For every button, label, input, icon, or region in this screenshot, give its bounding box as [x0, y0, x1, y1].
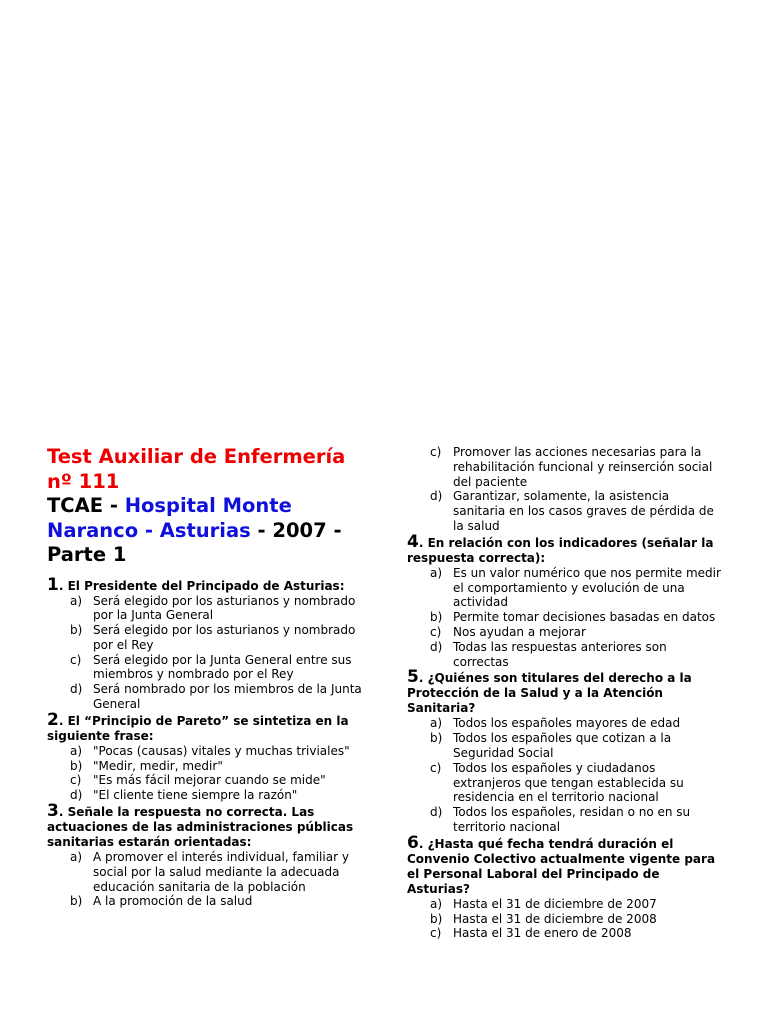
question-stem: . En relación con los indicadores (señalar la respuesta correcta):: [407, 535, 714, 565]
option-text: Todos los españoles que cotizan a la Seguridad Social: [453, 731, 672, 760]
option-text: Hasta el 31 de enero de 2008: [453, 926, 632, 941]
option-text: Garantizar, solamente, la asistencia sanitaria en los casos graves de pérdida de la salud: [453, 489, 714, 533]
answer-option: [47, 773, 365, 788]
answer-options: [47, 744, 365, 803]
question-stem: . El “Principio de Pareto” se sintetiza en la siguiente frase:: [47, 713, 349, 743]
question-number: 4: [407, 531, 419, 552]
option-letter: a): [70, 850, 83, 865]
question-block: [407, 531, 723, 670]
option-letter: c): [70, 773, 82, 788]
option-letter: b): [70, 758, 83, 773]
option-text: Todos los españoles mayores de edad: [453, 716, 681, 731]
question-number: 1: [47, 574, 59, 595]
option-letter: a): [430, 716, 443, 731]
option-letter: a): [70, 743, 83, 758]
option-text: A la promoción de la salud: [93, 894, 253, 909]
option-text: A promover el interés individual, familiar y social por la salud mediante la adecuada educación sanitaria de la población: [93, 850, 349, 894]
option-text: Permite tomar decisiones basadas en datos: [453, 610, 716, 625]
answer-option: [47, 788, 365, 803]
option-text: Nos ayudan a mejorar: [453, 624, 586, 639]
answer-option: [407, 731, 723, 761]
answer-option: [407, 805, 723, 835]
answer-option: [407, 761, 723, 805]
question-number: 2: [47, 709, 59, 730]
question-text: [407, 832, 723, 897]
answer-option: [47, 682, 365, 712]
option-text: Todos los españoles y ciudadanos extranjeros que tengan establecida su residencia en el territorio nacional: [453, 760, 684, 805]
title-tcae: TCAE: [47, 494, 104, 517]
left-column: [47, 445, 365, 910]
question-3-continued-options: [407, 445, 723, 534]
answer-option: [47, 653, 365, 683]
option-letter: c): [430, 760, 442, 775]
question-stem: . ¿Quiénes son titulares del derecho a la Protección de la Salud y a la Atención Sanitaria?: [407, 671, 692, 716]
answer-option: [407, 640, 723, 670]
option-letter: c): [430, 926, 442, 941]
answer-option: [407, 610, 723, 625]
option-text: Promover las acciones necesarias para la rehabilitación funcional y reinserción social del paciente: [453, 445, 713, 489]
question-text: [47, 801, 365, 850]
option-letter: a): [430, 896, 443, 911]
option-text: Es un valor numérico que nos permite medir el comportamiento y evolución de una actividad: [453, 565, 721, 610]
answer-option: [407, 912, 723, 927]
question-block: [407, 832, 723, 941]
answer-option: [407, 566, 723, 610]
question-block: [47, 574, 365, 712]
option-text: Será elegido por los asturianos y nombrado por la Junta General: [93, 593, 356, 623]
document-title: [47, 445, 365, 568]
answer-option: [47, 894, 365, 909]
option-letter: b): [430, 731, 443, 746]
option-letter: c): [430, 624, 442, 639]
option-text: Será elegido por los asturianos y nombrado por el Rey: [93, 623, 356, 652]
question-block: [47, 709, 365, 803]
answer-option: [407, 445, 723, 489]
option-text: "Pocas (causas) vitales y muchas triviales": [93, 743, 350, 758]
option-letter: b): [430, 610, 443, 625]
option-letter: d): [70, 788, 83, 803]
option-text: "Es más fácil mejorar cuando se mide": [93, 773, 326, 788]
question-block: [407, 667, 723, 834]
question-stem: . El Presidente del Principado de Asturias:: [58, 578, 345, 593]
option-letter: b): [70, 894, 83, 909]
title-hospital: Hospital Monte Naranco - Asturias: [47, 494, 292, 542]
answer-options: [407, 897, 723, 941]
option-letter: d): [430, 805, 443, 820]
option-text: Hasta el 31 de diciembre de 2007: [453, 896, 657, 911]
answer-option: [47, 759, 365, 774]
answer-option: [47, 623, 365, 653]
option-letter: b): [430, 911, 443, 926]
question-number: 6: [407, 832, 419, 853]
answer-options: [407, 716, 723, 834]
option-text: Todas las respuestas anteriores son correctas: [453, 639, 667, 669]
answer-option: [407, 625, 723, 640]
answer-option: [47, 850, 365, 894]
option-letter: a): [430, 565, 443, 580]
question-stem: . ¿Hasta qué fecha tendrá duración el Convenio Colectivo actualmente vigente para el Personal Laboral del Principado de Asturias?: [407, 836, 716, 896]
question-number: 3: [47, 801, 59, 822]
answer-option: [47, 594, 365, 624]
question-number: 5: [407, 667, 419, 688]
option-letter: d): [70, 682, 83, 697]
question-text: [47, 709, 365, 744]
option-text: "Medir, medir, medir": [93, 758, 223, 773]
option-letter: c): [70, 652, 82, 667]
question-text: [407, 531, 723, 566]
option-text: Será elegido por la Junta General entre sus miembros y nombrado por el Rey: [93, 652, 352, 682]
option-text: Hasta el 31 de diciembre de 2008: [453, 911, 657, 926]
answer-options: [47, 850, 365, 909]
answer-option: [407, 716, 723, 731]
right-column: [407, 445, 723, 942]
option-text: "El cliente tiene siempre la razón": [93, 788, 298, 803]
answer-options: [47, 594, 365, 712]
answer-option: [407, 926, 723, 941]
option-text: Todos los españoles, residan o no en su territorio nacional: [453, 805, 691, 834]
option-letter: d): [430, 489, 443, 504]
title-year-part: - 2007 - Parte 1: [47, 518, 342, 566]
left-question-list: [47, 574, 365, 910]
option-text: Será nombrado por los miembros de la Junta General: [93, 682, 362, 712]
title-test-name: Test Auxiliar de Enfermería nº 111: [47, 445, 346, 493]
question-text: [47, 574, 365, 595]
question-text: [407, 667, 723, 716]
right-question-list: [407, 531, 723, 941]
title-separator: -: [103, 494, 125, 517]
option-letter: d): [430, 639, 443, 654]
option-letter: a): [70, 593, 83, 608]
answer-options: [407, 566, 723, 670]
answer-option: [407, 897, 723, 912]
answer-option: [47, 744, 365, 759]
question-block: [47, 801, 365, 909]
option-letter: b): [70, 623, 83, 638]
answer-option: [407, 489, 723, 533]
option-letter: c): [430, 445, 442, 459]
question-stem: . Señale la respuesta no correcta. Las actuaciones de las administraciones públicas sanitarias estarán orientadas:: [47, 805, 354, 850]
